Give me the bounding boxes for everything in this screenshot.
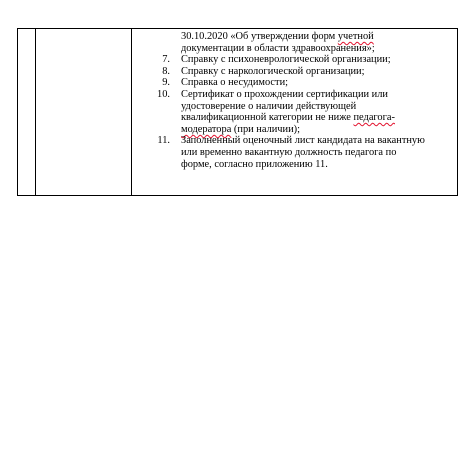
list-item-text: Справка о несудимости; — [181, 77, 289, 89]
list-item-text: Справку с наркологической организации; — [181, 65, 365, 77]
list-item-text: Заполненный оценочный лист кандидата на вакантную — [181, 135, 425, 147]
list-item — [132, 77, 441, 89]
requirements-list — [132, 54, 441, 170]
list-item-text: (при наличии); — [231, 123, 301, 135]
table-cell-requirements — [132, 29, 458, 196]
list-item — [132, 89, 441, 135]
table-cell-number — [18, 29, 36, 196]
list-item-text: форме, согласно приложению 11. — [181, 158, 328, 170]
spellcheck-word[interactable]: модератора — [181, 123, 232, 135]
list-item-text: квалификационной категории не ниже — [181, 112, 354, 124]
list-item-text: Справку с психоневрологической организации; — [181, 54, 391, 66]
list-item — [132, 54, 441, 66]
list-item-number: 11. — [157, 135, 170, 147]
table-cell-name — [36, 29, 132, 196]
list-continuation — [132, 31, 441, 54]
continuation-text: документации в области здравоохранения»; — [181, 42, 375, 54]
list-item-number: 7. — [162, 54, 170, 66]
list-item-number: 10. — [157, 88, 170, 100]
list-item-text: Сертификат о прохождении сертификации или — [181, 88, 388, 100]
document-table — [17, 28, 458, 196]
spellcheck-word[interactable]: педагога- — [353, 112, 395, 124]
continuation-text: 30.10.2020 «Об утверждении форм — [181, 31, 338, 42]
table-row — [18, 29, 458, 196]
list-item — [132, 135, 441, 170]
spellcheck-word[interactable]: учетной — [337, 31, 374, 42]
list-item-text: удостоверение о наличии действующей — [181, 100, 357, 112]
list-item-number: 8. — [162, 65, 170, 77]
list-item-number: 9. — [162, 77, 170, 89]
list-item — [132, 66, 441, 78]
list-item-text: или временно вакантную должность педагога по — [181, 146, 397, 158]
